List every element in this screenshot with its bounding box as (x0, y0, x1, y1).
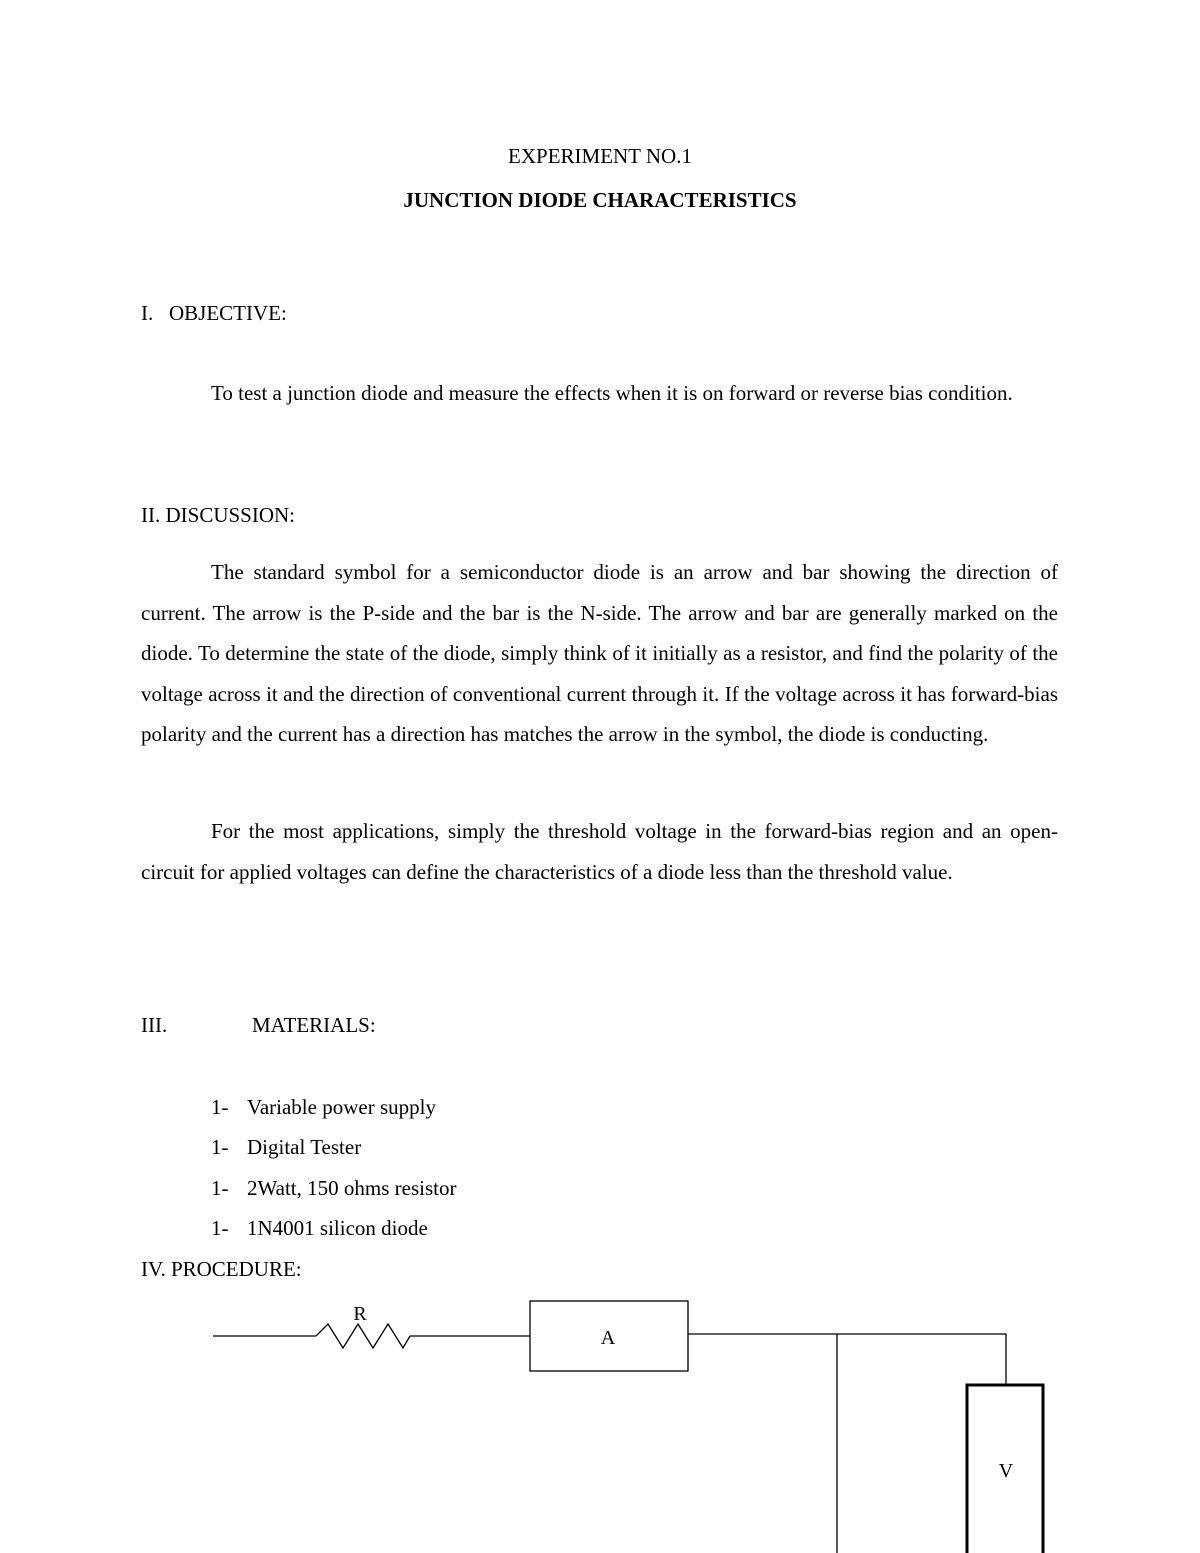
discussion-paragraph-1: The standard symbol for a semiconductor diode is an arrow and bar showing the direction of current. The arrow is the P-side and the bar is the N-side. The arrow and bar are generally marked on the diode. To determine the state of the diode, simply think of it initially as a resistor, and find the polarity of the voltage across it and the direction of conventional current through it. If the voltage across it has forward-bias polarity and the current has a direction has matches the arrow in the symbol, the diode is conducting. (141, 560, 1058, 746)
resistor-symbol (316, 1324, 410, 1348)
materials-heading: MATERIALS: (252, 1013, 376, 1037)
list-item: 1N4001 silicon diode (247, 1216, 428, 1240)
list-item-qty: 1- (211, 1216, 229, 1240)
objective-heading: OBJECTIVE: (169, 301, 287, 325)
voltmeter-label: V (998, 1460, 1014, 1482)
list-item: Digital Tester (247, 1135, 362, 1159)
list-item: 2Watt, 150 ohms resistor (247, 1176, 457, 1200)
document-title: JUNCTION DIODE CHARACTERISTICS (403, 188, 797, 212)
list-item-qty: 1- (211, 1095, 229, 1119)
objective-text: To test a junction diode and measure the effects when it is on forward or reverse bias condition. (211, 381, 1013, 405)
discussion-heading: II. DISCUSSION: (141, 503, 296, 527)
procedure-heading: IV. PROCEDURE: (141, 1257, 302, 1281)
list-item-qty: 1- (211, 1135, 229, 1159)
discussion-paragraph-2: For the most applications, simply the threshold voltage in the forward-bias region and an open-circuit for applied voltages can define the characteristics of a diode less than the threshold value. (141, 819, 1058, 884)
resistor-label: R (353, 1303, 367, 1325)
list-item: Variable power supply (247, 1095, 436, 1119)
list-item-qty: 1- (211, 1176, 229, 1200)
materials-heading-number: III. (141, 1013, 168, 1037)
experiment-number: EXPERIMENT NO.1 (508, 144, 692, 168)
ammeter-label: A (600, 1327, 616, 1349)
objective-heading-number: I. (141, 301, 154, 325)
